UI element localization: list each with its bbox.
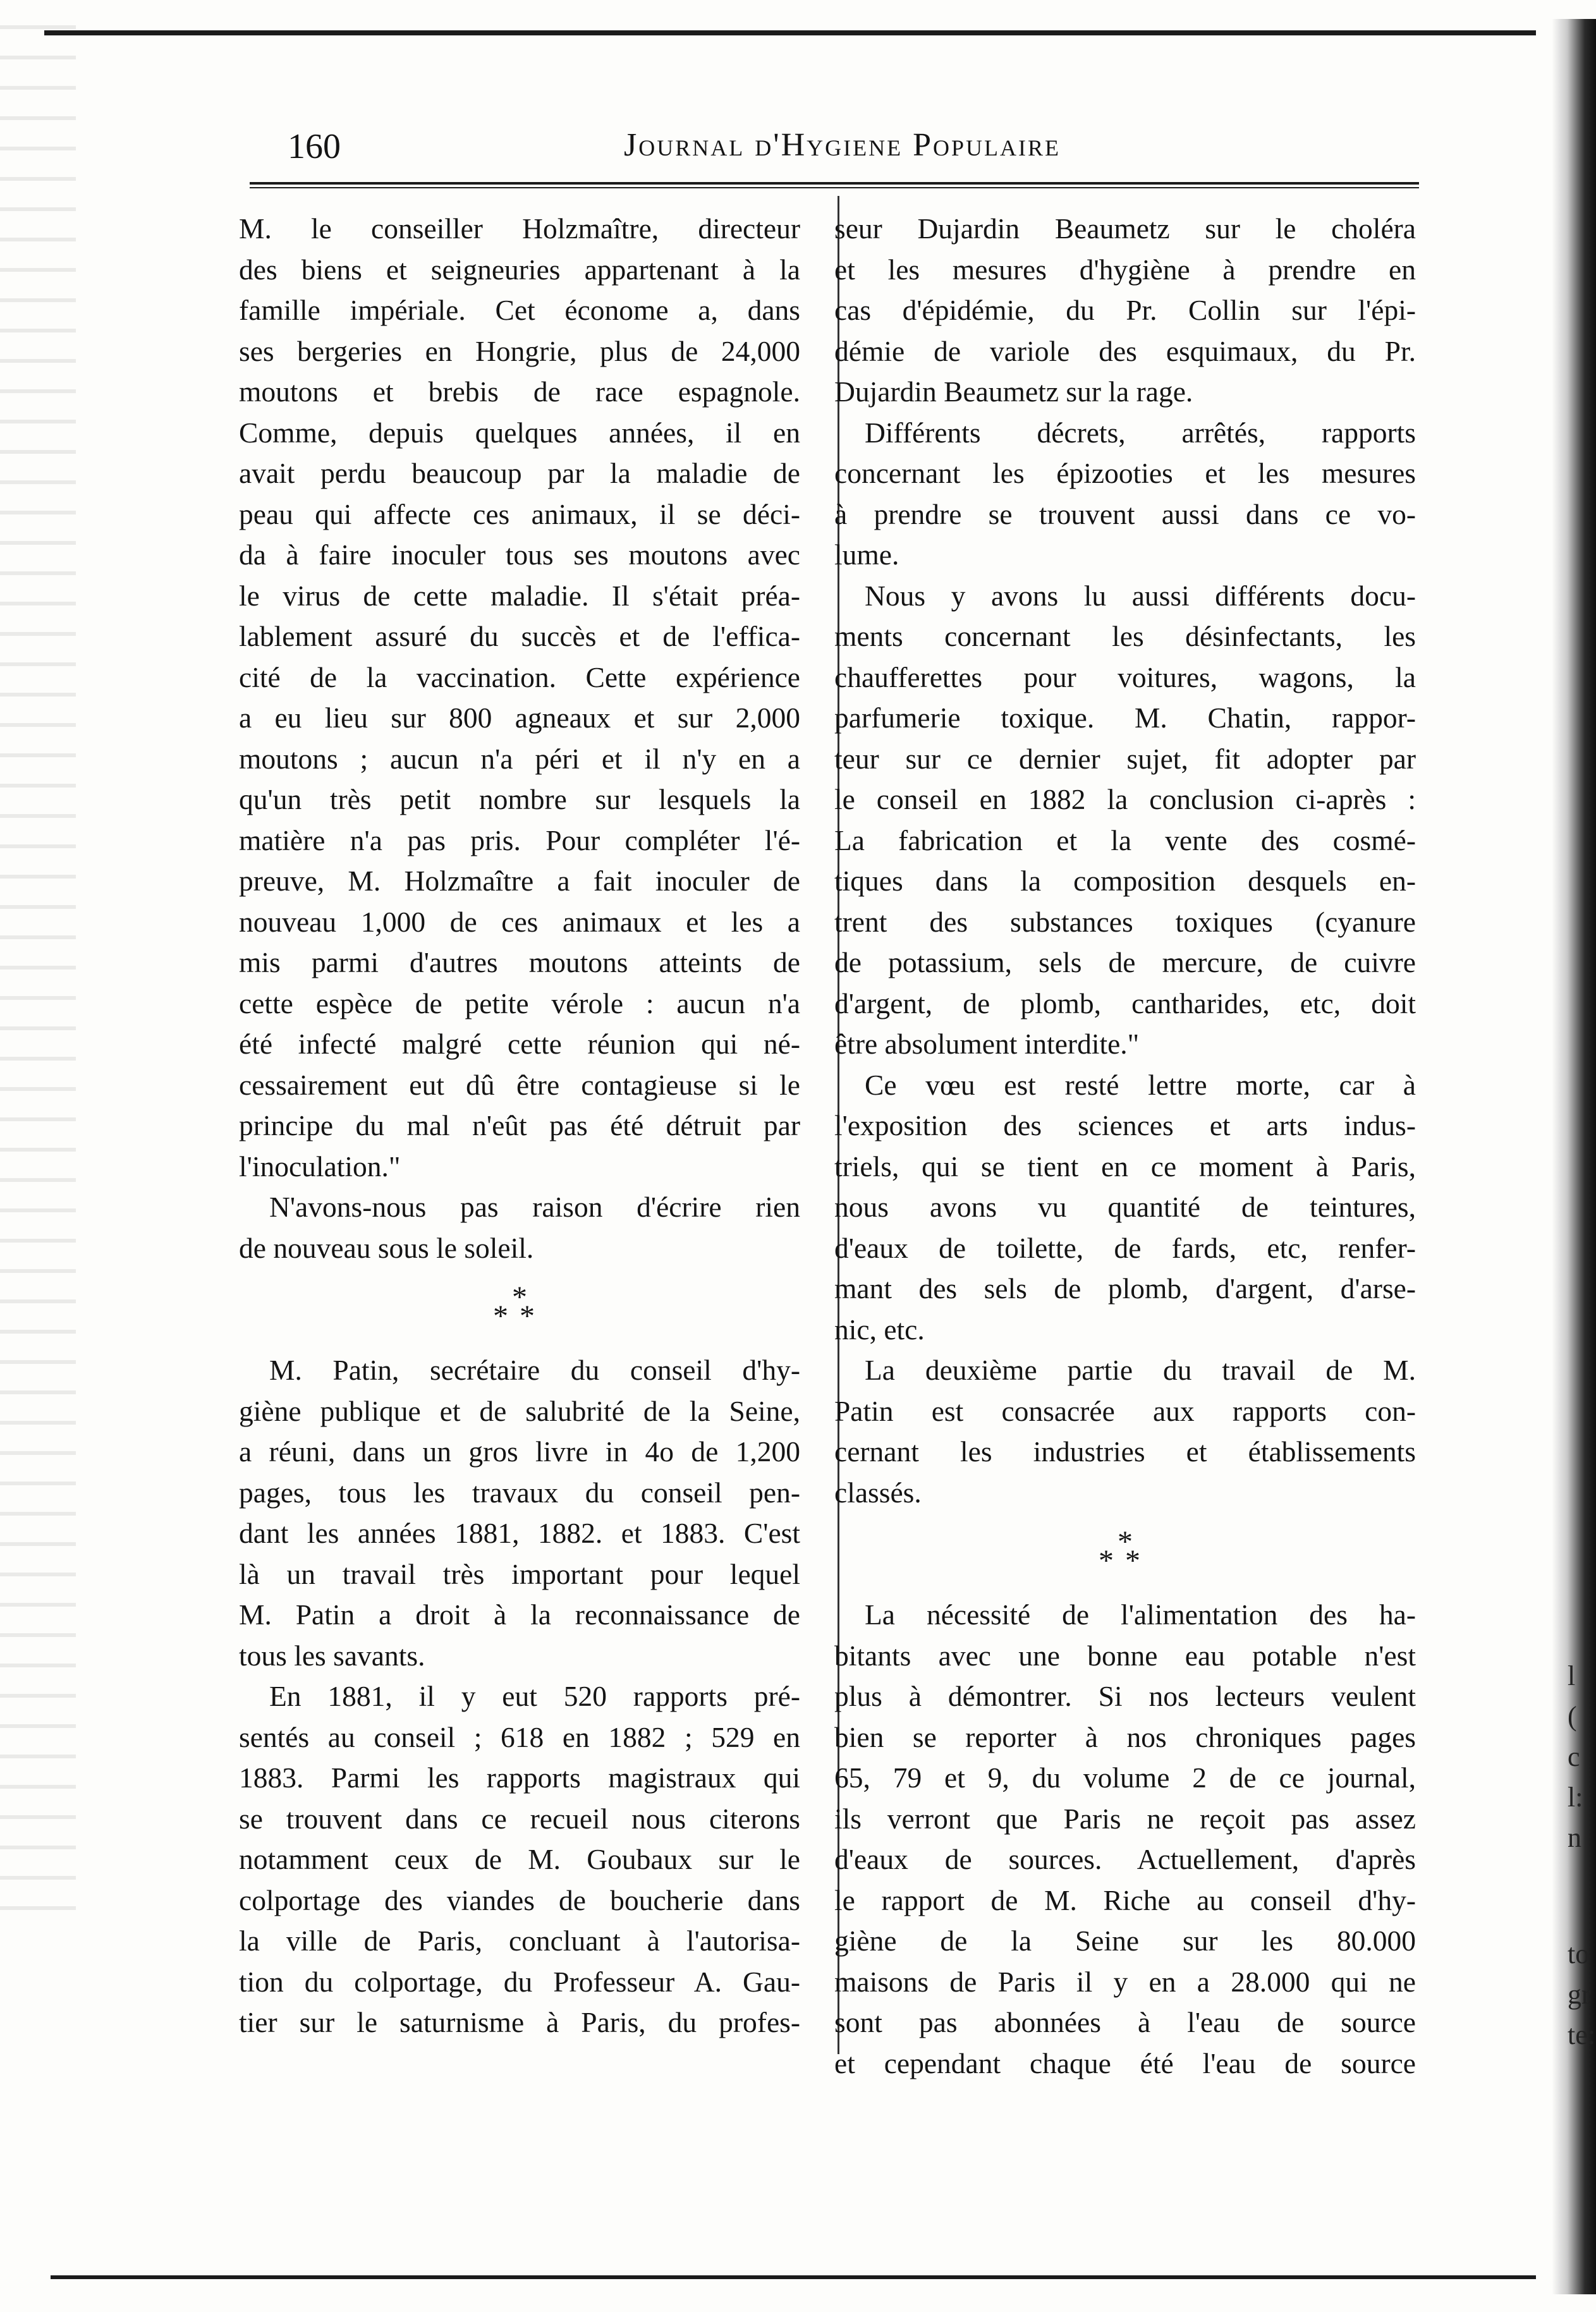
header-rule <box>250 182 1419 185</box>
margin-fragment: gr <box>1568 1979 1591 2010</box>
text-line: lume. <box>834 538 899 571</box>
text-line: et les mesures d'hygiène à prendre en <box>834 253 1416 286</box>
margin-fragment: c <box>1568 1741 1580 1772</box>
text-line: ils verront que Paris ne reçoit pas assez <box>834 1802 1416 1835</box>
text-line: M. Patin a droit à la reconnaissance de <box>239 1598 800 1631</box>
text-line: démie de variole des esquimaux, du Pr. <box>834 334 1416 367</box>
asterism-star: * <box>1118 1525 1133 1559</box>
margin-fragment: n <box>1568 1822 1581 1853</box>
text-line: avait perdu beaucoup par la maladie de <box>239 457 800 489</box>
text-line: La fabrication et la vente des cosmé- <box>834 824 1416 856</box>
text-line: tier sur le saturnisme à Paris, du profes- <box>239 2006 800 2038</box>
text-line: d'argent, de plomb, cantharides, etc, doit <box>834 987 1416 1019</box>
text-line: 65, 79 et 9, du volume 2 de ce journal, <box>834 1761 1416 1794</box>
text-line: mis parmi d'autres moutons atteints de <box>239 946 800 978</box>
text-line: Différents décrets, arrêtés, rapports <box>865 416 1416 449</box>
text-line: La nécessité de l'alimentation des ha- <box>865 1598 1416 1631</box>
text-line: maisons de Paris il y en a 28.000 qui ne <box>834 1965 1416 1998</box>
text-line: famille impériale. Cet économe a, dans <box>239 294 800 326</box>
text-line: l'exposition des sciences et arts indus- <box>834 1109 1416 1141</box>
header-rule-thin <box>250 187 1419 188</box>
asterism-star: * <box>1099 1544 1125 1578</box>
text-line: moutons et brebis de race espagnole. <box>239 375 800 408</box>
margin-fragment: to <box>1568 1938 1590 1969</box>
text-line: ses bergeries en Hongrie, plus de 24,000 <box>239 334 800 367</box>
text-line: tion du colportage, du Professeur A. Gau- <box>239 1965 800 1998</box>
text-line: classés. <box>834 1476 922 1509</box>
text-line: le rapport de M. Riche au conseil d'hy- <box>834 1883 1416 1916</box>
running-head: Journal d'Hygiene Populaire <box>623 127 1061 163</box>
text-line: moutons ; aucun n'a péri et il n'y en a <box>239 742 800 775</box>
left-column <box>239 209 800 2043</box>
asterism-ornament <box>239 1269 800 1350</box>
text-line: nic, etc. <box>834 1313 925 1346</box>
text-line: teur sur ce dernier sujet, fit adopter par <box>834 742 1416 775</box>
text-line: notamment ceux de M. Goubaux sur le <box>239 1843 800 1875</box>
text-line: principe du mal n'eût pas été détruit par <box>239 1109 800 1141</box>
text-line: la ville de Paris, concluant à l'autorisa- <box>239 1925 800 1957</box>
text-line: a réuni, dans un gros livre in 4o de 1,200 <box>239 1435 800 1468</box>
margin-fragments <box>1568 1656 1596 2055</box>
text-line: cité de la vaccination. Cette expérience <box>239 660 800 693</box>
text-line: Dujardin Beaumetz sur la rage. <box>834 375 1193 408</box>
text-line: cette espèce de petite vérole : aucun n'a <box>239 987 800 1019</box>
text-line: dant les années 1881, 1882. et 1883. C'est <box>239 1517 800 1549</box>
asterism-star: * <box>1125 1544 1152 1578</box>
asterism-star-pair <box>239 1301 800 1332</box>
text-line: de potassium, sels de mercure, de cuivre <box>834 946 1416 978</box>
text-line: concernant les épizooties et les mesures <box>834 457 1416 489</box>
text-line: nouveau 1,000 de ces animaux et les a <box>239 905 800 938</box>
text-line: M. Patin, secrétaire du conseil d'hy- <box>269 1354 800 1386</box>
text-line: N'avons-nous pas raison d'écrire rien <box>269 1191 800 1223</box>
text-line: et cependant chaque été l'eau de source <box>834 2047 1416 2079</box>
right-column <box>834 209 1416 2084</box>
text-line: parfumerie toxique. M. Chatin, rappor- <box>834 702 1416 734</box>
text-line: plus à démontrer. Si nos lecteurs veulent <box>834 1680 1416 1712</box>
text-line: Comme, depuis quelques années, il en <box>239 416 800 449</box>
text-line: La deuxième partie du travail de M. <box>865 1354 1416 1386</box>
asterism-star-pair <box>834 1546 1416 1576</box>
text-line: Ce vœu est resté lettre morte, car à <box>865 1068 1416 1101</box>
text-line: là un travail très important pour lequel <box>239 1557 800 1590</box>
page-number: 160 <box>288 127 341 166</box>
margin-fragment: l <box>1568 1660 1576 1691</box>
text-line: à prendre se trouvent aussi dans ce vo- <box>834 497 1416 530</box>
page-header <box>250 126 1435 177</box>
text-line: être absolument interdite." <box>834 1028 1140 1060</box>
text-line: lablement assuré du succès et de l'effica- <box>239 620 800 652</box>
text-line: chaufferettes pour voitures, wagons, la <box>834 660 1416 693</box>
text-line: En 1881, il y eut 520 rapports pré- <box>269 1680 800 1712</box>
text-line: seur Dujardin Beaumetz sur le choléra <box>834 212 1416 245</box>
text-line: triels, qui se tient en ce moment à Paris, <box>834 1150 1416 1183</box>
asterism-ornament <box>834 1513 1416 1595</box>
text-line: été infecté malgré cette réunion qui né- <box>239 1028 800 1060</box>
asterism-star: * <box>512 1281 527 1314</box>
text-line: Nous y avons lu aussi différents docu- <box>865 579 1416 612</box>
asterism-star: * <box>520 1299 546 1333</box>
text-line: a eu lieu sur 800 agneaux et sur 2,000 <box>239 702 800 734</box>
text-line: pages, tous les travaux du conseil pen- <box>239 1476 800 1509</box>
text-line: colportage des viandes de boucherie dans <box>239 1883 800 1916</box>
text-line: cas d'épidémie, du Pr. Collin sur l'épi- <box>834 294 1416 326</box>
text-line: bien se reporter à nos chroniques pages <box>834 1720 1416 1753</box>
text-line: tous les savants. <box>239 1639 425 1672</box>
text-line: le virus de cette maladie. Il s'était préa- <box>239 579 800 612</box>
text-line: da à faire inoculer tous ses moutons avec <box>239 538 800 571</box>
text-line: l'inoculation." <box>239 1150 401 1183</box>
text-line: qu'un très petit nombre sur lesquels la <box>239 783 800 815</box>
margin-fragment: l: <box>1568 1782 1583 1813</box>
text-line: cessairement eut dû être contagieuse si le <box>239 1068 800 1101</box>
text-line: 1883. Parmi les rapports magistraux qui <box>239 1761 800 1794</box>
text-line: preuve, M. Holzmaître a fait inoculer de <box>239 865 800 897</box>
text-line: matière n'a pas pris. Pour compléter l'é- <box>239 824 800 856</box>
bottom-page-rule <box>51 2275 1536 2279</box>
text-line: sentés au conseil ; 618 en 1882 ; 529 en <box>239 1720 800 1753</box>
margin-fragment: ( <box>1568 1701 1577 1732</box>
text-line: des biens et seigneuries appartenant à la <box>239 253 800 286</box>
text-line: se trouvent dans ce recueil nous citerons <box>239 1802 800 1835</box>
text-line: le conseil en 1882 la conclusion ci-après : <box>834 783 1416 815</box>
text-line: sont pas abonnées à l'eau de source <box>834 2006 1416 2038</box>
asterism-star: * <box>493 1299 520 1333</box>
text-line: trent des substances toxiques (cyanure <box>834 905 1416 938</box>
text-line: giène de la Seine sur les 80.000 <box>834 1925 1416 1957</box>
text-line: ments concernant les désinfectants, les <box>834 620 1416 652</box>
text-line: Patin est consacrée aux rapports con- <box>834 1394 1416 1427</box>
margin-fragment: te: <box>1568 2019 1595 2050</box>
text-line: d'eaux de toilette, de fards, etc, renfer- <box>834 1231 1416 1264</box>
text-line: bitants avec une bonne eau potable n'est <box>834 1639 1416 1672</box>
scan-left-edge <box>0 25 76 1921</box>
text-line: giène publique et de salubrité de la Seine, <box>239 1394 800 1427</box>
text-line: mant des sels de plomb, d'argent, d'arse- <box>834 1272 1416 1305</box>
text-line: nous avons vu quantité de teintures, <box>834 1191 1416 1223</box>
text-line: cernant les industries et établissements <box>834 1435 1416 1468</box>
text-line: d'eaux de sources. Actuellement, d'après <box>834 1843 1416 1875</box>
text-line: peau qui affecte ces animaux, il se déci- <box>239 497 800 530</box>
text-line: tiques dans la composition desquels en- <box>834 865 1416 897</box>
top-page-rule <box>44 30 1536 35</box>
text-line: de nouveau sous le soleil. <box>239 1231 534 1264</box>
text-line: M. le conseiller Holzmaître, directeur <box>239 212 800 245</box>
